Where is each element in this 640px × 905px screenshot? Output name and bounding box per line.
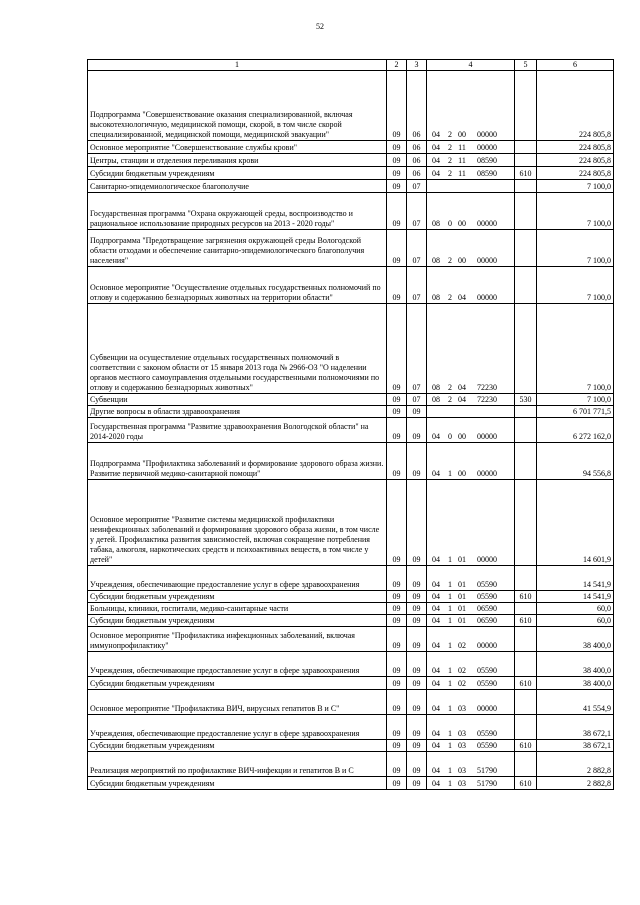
row-target-article xyxy=(427,141,515,154)
row-section: 09 xyxy=(387,480,407,566)
code-part-c: 01 xyxy=(458,592,466,601)
code-part-b: 2 xyxy=(448,256,452,265)
row-amount: 38 672,1 xyxy=(537,740,614,752)
table-row xyxy=(88,141,614,154)
row-name: Субсидии бюджетным учреждениям xyxy=(88,740,387,752)
code-part-b: 1 xyxy=(448,729,452,738)
row-name: Подпрограмма "Предотвращение загрязнения окружающей среды Вологодской области отходами и обеспечение санитарно-эпидемиологического благополучия населения" xyxy=(88,230,387,267)
code-part-c: 11 xyxy=(458,156,466,165)
row-target-article xyxy=(427,154,515,167)
table-row xyxy=(88,677,614,690)
row-section: 09 xyxy=(387,443,407,480)
code-part-d: 05590 xyxy=(477,741,497,750)
row-name: Государственная программа "Развитие здравоохранения Вологодской области" на 2014-2020 годы xyxy=(88,418,387,443)
row-target-article xyxy=(427,566,515,591)
row-subsection: 06 xyxy=(407,71,427,141)
page-number: 52 xyxy=(316,22,324,31)
row-expense-type: 610 xyxy=(515,740,537,752)
code-part-d: 51790 xyxy=(477,779,497,788)
row-section: 09 xyxy=(387,418,407,443)
row-section: 09 xyxy=(387,394,407,406)
table-row xyxy=(88,406,614,418)
table-row xyxy=(88,180,614,193)
row-expense-type xyxy=(515,304,537,394)
row-amount: 7 100,0 xyxy=(537,267,614,304)
row-section: 09 xyxy=(387,167,407,180)
code-part-d: 00000 xyxy=(477,256,497,265)
row-subsection: 09 xyxy=(407,418,427,443)
table-row xyxy=(88,777,614,790)
row-target-article xyxy=(427,627,515,652)
row-expense-type xyxy=(515,715,537,740)
code-part-d: 05590 xyxy=(477,580,497,589)
row-subsection: 07 xyxy=(407,267,427,304)
row-name: Реализация мероприятий по профилактике ВИЧ-инфекции и гепатитов В и С xyxy=(88,752,387,777)
row-subsection: 09 xyxy=(407,740,427,752)
row-name: Субсидии бюджетным учреждениям xyxy=(88,167,387,180)
code-part-d: 51790 xyxy=(477,766,497,775)
row-amount: 7 100,0 xyxy=(537,304,614,394)
row-section: 09 xyxy=(387,71,407,141)
row-target-article xyxy=(427,740,515,752)
row-section: 09 xyxy=(387,591,407,603)
row-name: Основное мероприятие "Профилактика инфекционных заболеваний, включая иммунопрофилактику" xyxy=(88,627,387,652)
code-part-c: 01 xyxy=(458,616,466,625)
row-section: 09 xyxy=(387,406,407,418)
code-part-b: 1 xyxy=(448,580,452,589)
row-amount: 38 400,0 xyxy=(537,627,614,652)
code-part-a: 04 xyxy=(432,580,440,589)
row-expense-type xyxy=(515,141,537,154)
row-name: Учреждения, обеспечивающие предоставление услуг в сфере здравоохранения xyxy=(88,566,387,591)
row-expense-type: 610 xyxy=(515,591,537,603)
row-expense-type xyxy=(515,627,537,652)
row-name: Учреждения, обеспечивающие предоставление услуг в сфере здравоохранения xyxy=(88,715,387,740)
row-subsection: 06 xyxy=(407,167,427,180)
row-target-article xyxy=(427,652,515,677)
code-part-a: 04 xyxy=(432,729,440,738)
code-part-d: 72230 xyxy=(477,395,497,404)
row-target-article xyxy=(427,394,515,406)
row-section: 09 xyxy=(387,603,407,615)
code-part-b: 1 xyxy=(448,616,452,625)
code-part-a: 08 xyxy=(432,293,440,302)
row-expense-type: 610 xyxy=(515,677,537,690)
row-target-article xyxy=(427,71,515,141)
code-part-a: 04 xyxy=(432,432,440,441)
row-name: Другие вопросы в области здравоохранения xyxy=(88,406,387,418)
code-part-d: 06590 xyxy=(477,604,497,613)
table-row xyxy=(88,394,614,406)
row-name: Основное мероприятие "Совершенствование службы крови" xyxy=(88,141,387,154)
row-expense-type xyxy=(515,230,537,267)
row-name: Основное мероприятие "Осуществление отдельных государственных полномочий по отлову и содержанию безнадзорных животных на территории области" xyxy=(88,267,387,304)
code-part-d: 00000 xyxy=(477,293,497,302)
table-row xyxy=(88,715,614,740)
row-target-article xyxy=(427,603,515,615)
header-cell: 2 xyxy=(387,60,407,71)
row-amount: 2 882,8 xyxy=(537,752,614,777)
code-part-a: 04 xyxy=(432,156,440,165)
budget-table xyxy=(87,59,614,790)
row-subsection: 09 xyxy=(407,591,427,603)
code-part-b: 1 xyxy=(448,766,452,775)
row-subsection: 09 xyxy=(407,615,427,627)
row-expense-type xyxy=(515,71,537,141)
row-subsection: 07 xyxy=(407,230,427,267)
row-expense-type xyxy=(515,480,537,566)
row-target-article xyxy=(427,193,515,230)
code-part-c: 01 xyxy=(458,604,466,613)
code-part-d: 00000 xyxy=(477,555,497,564)
row-subsection: 07 xyxy=(407,193,427,230)
table-row xyxy=(88,591,614,603)
row-amount: 224 805,8 xyxy=(537,154,614,167)
row-target-article xyxy=(427,406,515,418)
code-part-a: 04 xyxy=(432,766,440,775)
row-amount: 7 100,0 xyxy=(537,394,614,406)
table-row xyxy=(88,154,614,167)
row-expense-type xyxy=(515,180,537,193)
code-part-d: 06590 xyxy=(477,616,497,625)
code-part-d: 00000 xyxy=(477,704,497,713)
code-part-c: 04 xyxy=(458,395,466,404)
row-name: Подпрограмма "Профилактика заболеваний и формирование здорового образа жизни. Развитие первичной медико-санитарной помощи" xyxy=(88,443,387,480)
code-part-a: 08 xyxy=(432,383,440,392)
code-part-c: 00 xyxy=(458,469,466,478)
row-target-article xyxy=(427,777,515,790)
code-part-c: 02 xyxy=(458,641,466,650)
code-part-a: 08 xyxy=(432,219,440,228)
row-amount: 38 400,0 xyxy=(537,677,614,690)
row-subsection: 07 xyxy=(407,180,427,193)
table-row xyxy=(88,267,614,304)
code-part-d: 08590 xyxy=(477,169,497,178)
row-name: Субсидии бюджетным учреждениям xyxy=(88,777,387,790)
code-part-c: 04 xyxy=(458,383,466,392)
code-part-c: 03 xyxy=(458,779,466,788)
row-section: 09 xyxy=(387,677,407,690)
row-section: 09 xyxy=(387,627,407,652)
row-subsection: 09 xyxy=(407,603,427,615)
code-part-c: 01 xyxy=(458,555,466,564)
row-amount: 38 400,0 xyxy=(537,652,614,677)
code-part-c: 00 xyxy=(458,130,466,139)
header-cell: 4 xyxy=(427,60,515,71)
row-section: 09 xyxy=(387,180,407,193)
row-amount: 224 805,8 xyxy=(537,167,614,180)
table-row xyxy=(88,566,614,591)
row-amount: 6 272 162,0 xyxy=(537,418,614,443)
row-amount: 224 805,8 xyxy=(537,141,614,154)
code-part-a: 08 xyxy=(432,395,440,404)
row-subsection: 09 xyxy=(407,627,427,652)
table-row xyxy=(88,615,614,627)
row-target-article xyxy=(427,267,515,304)
row-target-article xyxy=(427,480,515,566)
row-expense-type xyxy=(515,406,537,418)
row-subsection: 09 xyxy=(407,443,427,480)
row-section: 09 xyxy=(387,141,407,154)
row-expense-type xyxy=(515,652,537,677)
code-part-b: 2 xyxy=(448,293,452,302)
code-part-b: 1 xyxy=(448,592,452,601)
code-part-a: 04 xyxy=(432,604,440,613)
header-cell: 6 xyxy=(537,60,614,71)
code-part-d: 00000 xyxy=(477,469,497,478)
row-subsection: 09 xyxy=(407,677,427,690)
row-name: Субсидии бюджетным учреждениям xyxy=(88,591,387,603)
code-part-b: 1 xyxy=(448,679,452,688)
row-name: Больницы, клиники, госпитали, медико-санитарные части xyxy=(88,603,387,615)
row-amount: 60,0 xyxy=(537,603,614,615)
row-expense-type xyxy=(515,443,537,480)
row-amount: 6 701 771,5 xyxy=(537,406,614,418)
row-expense-type: 610 xyxy=(515,615,537,627)
code-part-a: 04 xyxy=(432,130,440,139)
row-amount: 2 882,8 xyxy=(537,777,614,790)
row-subsection: 09 xyxy=(407,566,427,591)
row-name: Санитарно-эпидемиологическое благополучие xyxy=(88,180,387,193)
row-section: 09 xyxy=(387,715,407,740)
code-part-b: 2 xyxy=(448,169,452,178)
code-part-a: 04 xyxy=(432,666,440,675)
row-section: 09 xyxy=(387,690,407,715)
code-part-d: 00000 xyxy=(477,641,497,650)
row-name: Государственная программа "Охрана окружающей среды, воспроизводство и рациональное использование природных ресурсов на 2013 - 2020 годы" xyxy=(88,193,387,230)
row-name: Субвенции xyxy=(88,394,387,406)
row-amount: 14 541,9 xyxy=(537,591,614,603)
row-name: Центры, станции и отделения переливания крови xyxy=(88,154,387,167)
row-amount: 94 556,8 xyxy=(537,443,614,480)
row-subsection: 07 xyxy=(407,304,427,394)
code-part-c: 02 xyxy=(458,666,466,675)
header-cell: 1 xyxy=(88,60,387,71)
code-part-b: 2 xyxy=(448,130,452,139)
code-part-c: 04 xyxy=(458,293,466,302)
row-expense-type xyxy=(515,154,537,167)
row-amount: 14 541,9 xyxy=(537,566,614,591)
table-row xyxy=(88,480,614,566)
row-section: 09 xyxy=(387,777,407,790)
code-part-b: 1 xyxy=(448,641,452,650)
code-part-a: 04 xyxy=(432,469,440,478)
table-row xyxy=(88,193,614,230)
code-part-b: 2 xyxy=(448,383,452,392)
table-row xyxy=(88,71,614,141)
code-part-d: 05590 xyxy=(477,679,497,688)
table-row xyxy=(88,304,614,394)
code-part-a: 04 xyxy=(432,143,440,152)
row-target-article xyxy=(427,180,515,193)
row-subsection: 07 xyxy=(407,394,427,406)
code-part-a: 04 xyxy=(432,641,440,650)
header-cell: 3 xyxy=(407,60,427,71)
row-name: Учреждения, обеспечивающие предоставление услуг в сфере здравоохранения xyxy=(88,652,387,677)
row-expense-type xyxy=(515,267,537,304)
row-target-article xyxy=(427,304,515,394)
row-section: 09 xyxy=(387,267,407,304)
table-row xyxy=(88,690,614,715)
table-row xyxy=(88,603,614,615)
row-section: 09 xyxy=(387,615,407,627)
row-expense-type xyxy=(515,603,537,615)
code-part-d: 00000 xyxy=(477,219,497,228)
code-part-a: 04 xyxy=(432,616,440,625)
code-part-d: 05590 xyxy=(477,592,497,601)
code-part-c: 01 xyxy=(458,580,466,589)
row-section: 09 xyxy=(387,230,407,267)
code-part-c: 03 xyxy=(458,741,466,750)
code-part-b: 1 xyxy=(448,779,452,788)
code-part-a: 04 xyxy=(432,741,440,750)
code-part-a: 04 xyxy=(432,779,440,788)
code-part-b: 0 xyxy=(448,432,452,441)
row-section: 09 xyxy=(387,566,407,591)
row-expense-type: 610 xyxy=(515,167,537,180)
code-part-b: 1 xyxy=(448,604,452,613)
row-target-article xyxy=(427,418,515,443)
code-part-d: 72230 xyxy=(477,383,497,392)
row-amount: 7 100,0 xyxy=(537,193,614,230)
code-part-b: 1 xyxy=(448,469,452,478)
table-row xyxy=(88,167,614,180)
row-target-article xyxy=(427,752,515,777)
code-part-d: 00000 xyxy=(477,130,497,139)
code-part-c: 00 xyxy=(458,432,466,441)
row-expense-type xyxy=(515,193,537,230)
code-part-c: 03 xyxy=(458,766,466,775)
row-target-article xyxy=(427,690,515,715)
row-amount: 7 100,0 xyxy=(537,230,614,267)
row-amount: 7 100,0 xyxy=(537,180,614,193)
code-part-a: 04 xyxy=(432,679,440,688)
row-section: 09 xyxy=(387,154,407,167)
row-name: Основное мероприятие "Профилактика ВИЧ, вирусных гепатитов В и С" xyxy=(88,690,387,715)
code-part-c: 11 xyxy=(458,143,466,152)
row-target-article xyxy=(427,230,515,267)
row-section: 09 xyxy=(387,193,407,230)
row-amount: 41 554,9 xyxy=(537,690,614,715)
row-expense-type xyxy=(515,418,537,443)
code-part-c: 11 xyxy=(458,169,466,178)
code-part-c: 02 xyxy=(458,679,466,688)
header-cell: 5 xyxy=(515,60,537,71)
code-part-a: 08 xyxy=(432,256,440,265)
code-part-b: 2 xyxy=(448,395,452,404)
code-part-b: 2 xyxy=(448,156,452,165)
code-part-b: 1 xyxy=(448,741,452,750)
row-name: Подпрограмма "Совершенствование оказания специализированной, включая высокотехнологичную, медицинской помощи, скорой, в том числе скорой специализированной, медицинской помощи, медицинской эвакуации" xyxy=(88,71,387,141)
row-section: 09 xyxy=(387,752,407,777)
row-section: 09 xyxy=(387,304,407,394)
table-header-row xyxy=(88,60,614,71)
code-part-d: 05590 xyxy=(477,666,497,675)
row-subsection: 09 xyxy=(407,777,427,790)
code-part-b: 0 xyxy=(448,219,452,228)
row-target-article xyxy=(427,677,515,690)
row-amount: 14 601,9 xyxy=(537,480,614,566)
table-row xyxy=(88,443,614,480)
code-part-d: 00000 xyxy=(477,432,497,441)
row-amount: 224 805,8 xyxy=(537,71,614,141)
row-subsection: 09 xyxy=(407,715,427,740)
table-row xyxy=(88,230,614,267)
code-part-c: 03 xyxy=(458,729,466,738)
row-subsection: 06 xyxy=(407,154,427,167)
code-part-b: 1 xyxy=(448,666,452,675)
row-section: 09 xyxy=(387,652,407,677)
row-target-article xyxy=(427,715,515,740)
code-part-a: 04 xyxy=(432,169,440,178)
row-name: Субсидии бюджетным учреждениям xyxy=(88,615,387,627)
table-row xyxy=(88,740,614,752)
row-subsection: 09 xyxy=(407,480,427,566)
row-name: Субсидии бюджетным учреждениям xyxy=(88,677,387,690)
code-part-b: 2 xyxy=(448,143,452,152)
row-name: Основное мероприятие "Развитие системы медицинской профилактики неинфекционных заболеваний и формирования здорового образа жизни, в том числе у детей. Профилактика развития зависимостей, включая сокращение потребления табака, алкоголя, наркотических средств и психоактивных веществ, в том числе у детей" xyxy=(88,480,387,566)
row-subsection: 09 xyxy=(407,752,427,777)
table-row xyxy=(88,752,614,777)
table-row xyxy=(88,418,614,443)
row-section: 09 xyxy=(387,740,407,752)
row-target-article xyxy=(427,167,515,180)
row-target-article xyxy=(427,443,515,480)
table-row xyxy=(88,652,614,677)
row-expense-type: 530 xyxy=(515,394,537,406)
code-part-b: 1 xyxy=(448,555,452,564)
row-name: Субвенции на осуществление отдельных государственных полномочий в соответствии с законом области от 15 января 2013 года № 2966-ОЗ "О наделении органов местного самоуправления отдельными государственными полномочиями по отлову и содержанию безнадзорных животных" xyxy=(88,304,387,394)
row-subsection: 09 xyxy=(407,652,427,677)
row-target-article xyxy=(427,591,515,603)
row-subsection: 09 xyxy=(407,406,427,418)
code-part-a: 04 xyxy=(432,704,440,713)
code-part-d: 00000 xyxy=(477,143,497,152)
row-subsection: 06 xyxy=(407,141,427,154)
code-part-d: 05590 xyxy=(477,729,497,738)
row-expense-type xyxy=(515,566,537,591)
row-amount: 38 672,1 xyxy=(537,715,614,740)
row-expense-type xyxy=(515,752,537,777)
code-part-a: 04 xyxy=(432,555,440,564)
row-amount: 60,0 xyxy=(537,615,614,627)
code-part-c: 03 xyxy=(458,704,466,713)
code-part-c: 00 xyxy=(458,219,466,228)
code-part-d: 08590 xyxy=(477,156,497,165)
row-subsection: 09 xyxy=(407,690,427,715)
code-part-c: 00 xyxy=(458,256,466,265)
row-expense-type: 610 xyxy=(515,777,537,790)
row-target-article xyxy=(427,615,515,627)
code-part-b: 1 xyxy=(448,704,452,713)
table-row xyxy=(88,627,614,652)
row-expense-type xyxy=(515,690,537,715)
code-part-a: 04 xyxy=(432,592,440,601)
